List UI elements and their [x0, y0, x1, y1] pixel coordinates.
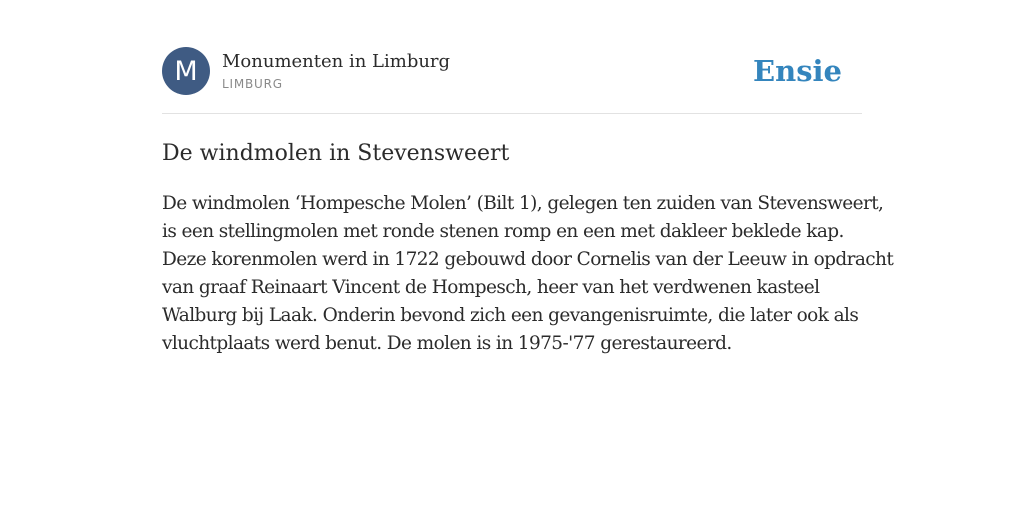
source-info	[222, 51, 450, 91]
article-card	[162, 46, 894, 358]
body-line: Deze korenmolen werd in 1722 gebouwd door Cornelis van der Leeuw in opdracht	[162, 249, 894, 270]
source-title-link[interactable]: Monumenten in Limburg	[222, 51, 451, 72]
avatar[interactable]: M	[162, 47, 210, 95]
article-title: De windmolen in Stevensweert	[162, 141, 510, 166]
body-line: vluchtplaats werd benut. De molen is in 1975-'77 gerestaureerd.	[162, 333, 732, 354]
card-header	[162, 46, 862, 96]
body-line: van graaf Reinaart Vincent de Hompesch, heer van het verdwenen kasteel	[162, 277, 820, 298]
header-divider	[162, 113, 862, 114]
body-line: De windmolen ‘Hompesche Molen’ (Bilt 1), gelegen ten zuiden van Stevensweert,	[162, 193, 884, 214]
body-line: is een stellingmolen met ronde stenen romp en een met dakleer beklede kap.	[162, 221, 844, 242]
article-body	[162, 190, 894, 358]
ensie-logo[interactable]: Ensie	[753, 54, 842, 88]
source-category-link[interactable]: LIMBURG	[222, 77, 283, 91]
body-line: Walburg bij Laak. Onderin bevond zich een gevangenisruimte, die later ook als	[162, 305, 859, 326]
